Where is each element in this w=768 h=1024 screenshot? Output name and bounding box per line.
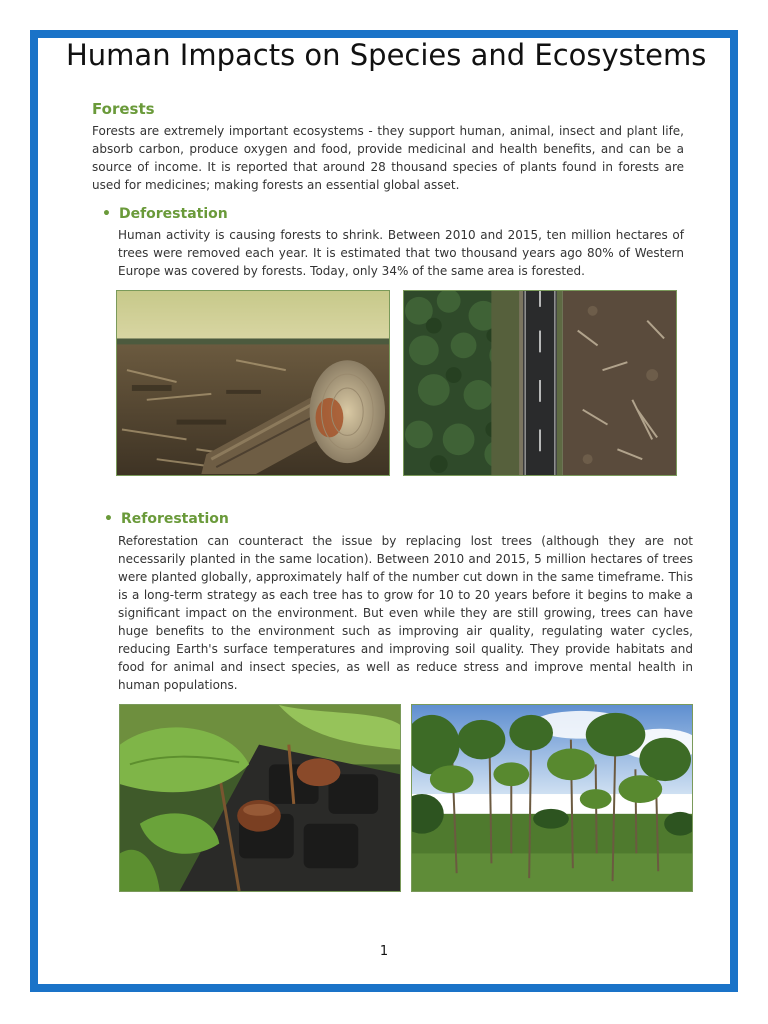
deforestation-heading-label: Deforestation [118, 206, 228, 222]
reforestation-heading-label: Reforestation [120, 511, 229, 527]
page-frame [30, 30, 738, 992]
seedling-tray-photo [119, 704, 401, 892]
deforestation-heading [102, 206, 228, 222]
bullet-icon: • [104, 511, 113, 527]
forests-paragraph: Forests are extremely important ecosystems - they support human, animal, insect and plant life, absorb carbon, produce oxygen and food, provide medicinal and health benefits, and can be a source of income. It is reported that around 28 thousand species of plants found in forests are used for medicines; making forests an essential global asset. [92, 124, 684, 192]
deforestation-paragraph: Human activity is causing forests to shrink. Between 2010 and 2015, ten million hectares of trees were removed each year. It is estimated that two thousand years ago 80% of Western Europe was covered by forests. Today, only 34% of the same area is forested. [118, 228, 684, 278]
page-number: 1 [379, 944, 389, 959]
reforestation-paragraph: Reforestation can counteract the issue by replacing lost trees (although they are not necessarily planted in the same location). Between 2010 and 2015, 5 million hectares of trees were planted globally, approximately half of the number cut down in the same timeframe. This is a long-term strategy as each tree has to grow for 10 to 20 years before it begins to make a significant impact on the environment. But even while they are still growing, trees can have huge benefits to the environment such as improving air quality, regulating water cycles, reducing Earth's surface temperatures and improving soil quality. They provide habitats and food for animal and insect species, as well as reduce stress and improve mental health in human populations. [118, 534, 693, 692]
forests-heading: Forests [92, 100, 155, 118]
tree-plantation-photo [411, 704, 693, 892]
reforestation-heading [104, 511, 229, 527]
bullet-icon: • [102, 206, 111, 222]
aerial-road-photo [403, 290, 677, 476]
clearcut-log-photo [116, 290, 390, 476]
page-title: Human Impacts on Species and Ecosystems [66, 38, 707, 72]
